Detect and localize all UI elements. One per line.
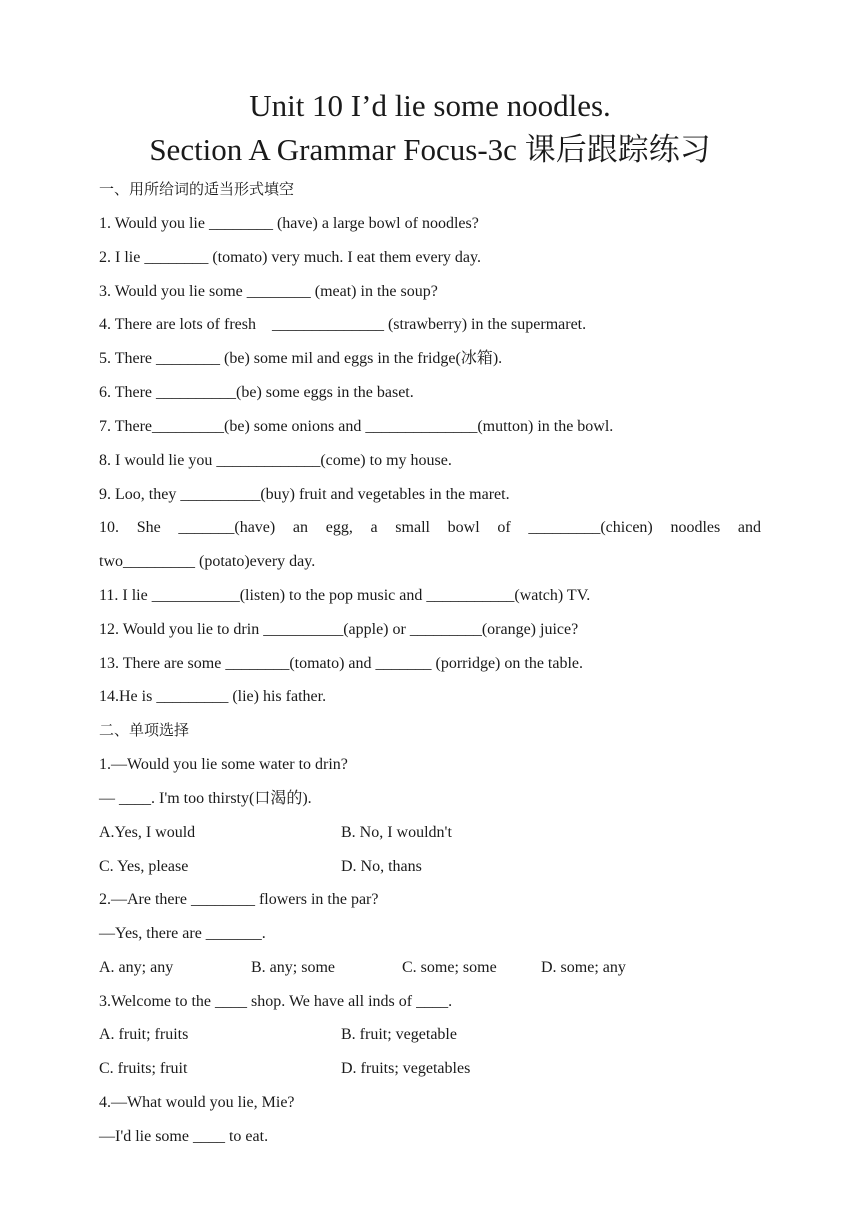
exercise-item: 3. Would you lie some ________ (meat) in the soup? bbox=[99, 283, 438, 300]
exercise-item: 13. There are some ________(tomato) and _______ (porridge) on the table. bbox=[99, 655, 584, 672]
exercise-item: 5. There ________ (be) some mil and eggs in the fridge(冰箱). bbox=[99, 350, 503, 367]
option-a: A. fruit; fruits bbox=[99, 1026, 189, 1043]
exercise-item: 12. Would you lie to drin __________(apple) or _________(orange) juice? bbox=[99, 621, 579, 638]
question-stem: 2.—Are there ________ flowers in the par? bbox=[99, 891, 379, 908]
exercise-item-continuation: two_________ (potato)every day. bbox=[99, 553, 316, 570]
option-a: A.Yes, I would bbox=[99, 824, 196, 841]
option-c: C. Yes, please bbox=[99, 858, 189, 875]
option-b: B. No, I wouldn't bbox=[341, 824, 452, 841]
exercise-item: 10. She _______(have) an egg, a small bowl of _________(chicen) noodles and bbox=[99, 519, 761, 536]
exercise-item: 4. There are lots of fresh ______________ (strawberry) in the supermaret. bbox=[99, 316, 587, 333]
question-reply: —Yes, there are _______. bbox=[99, 925, 266, 942]
question-reply: —I'd lie some ____ to eat. bbox=[99, 1128, 269, 1145]
option-b: B. fruit; vegetable bbox=[341, 1026, 457, 1043]
question-stem: 1.—Would you lie some water to drin? bbox=[99, 756, 348, 773]
option-c: C. some; some bbox=[402, 959, 497, 976]
exercise-item: 1. Would you lie ________ (have) a large bowl of noodles? bbox=[99, 215, 479, 232]
page-subtitle: Section A Grammar Focus-3c 课后跟踪练习 bbox=[149, 132, 711, 167]
question-stem: 4.—What would you lie, Mie? bbox=[99, 1094, 295, 1111]
section-heading-fill-in: 一、用所给词的适当形式填空 bbox=[99, 180, 295, 198]
option-d: D. some; any bbox=[541, 959, 626, 976]
exercise-item: 9. Loo, they __________(buy) fruit and vegetables in the maret. bbox=[99, 486, 510, 503]
option-c: C. fruits; fruit bbox=[99, 1060, 188, 1077]
exercise-item: 14.He is _________ (lie) his father. bbox=[99, 688, 327, 705]
exercise-item: 6. There __________(be) some eggs in the baset. bbox=[99, 384, 414, 401]
page-title: Unit 10 I’d lie some noodles. bbox=[249, 88, 611, 123]
exercise-item: 2. I lie ________ (tomato) very much. I eat them every day. bbox=[99, 249, 481, 266]
question-stem: 3.Welcome to the ____ shop. We have all inds of ____. bbox=[99, 993, 453, 1010]
exercise-item: 8. I would lie you _____________(come) to my house. bbox=[99, 452, 452, 469]
option-d: D. No, thans bbox=[341, 858, 422, 875]
question-reply: — ____. I'm too thirsty(口渴的). bbox=[99, 790, 312, 807]
option-a: A. any; any bbox=[99, 959, 174, 976]
option-d: D. fruits; vegetables bbox=[341, 1060, 471, 1077]
exercise-item: 11. I lie ___________(listen) to the pop music and ___________(watch) TV. bbox=[99, 587, 591, 604]
section-heading-multiple-choice: 二、单项选择 bbox=[99, 721, 190, 739]
exercise-item: 7. There_________(be) some onions and ______________(mutton) in the bowl. bbox=[99, 418, 614, 435]
option-b: B. any; some bbox=[251, 959, 335, 976]
